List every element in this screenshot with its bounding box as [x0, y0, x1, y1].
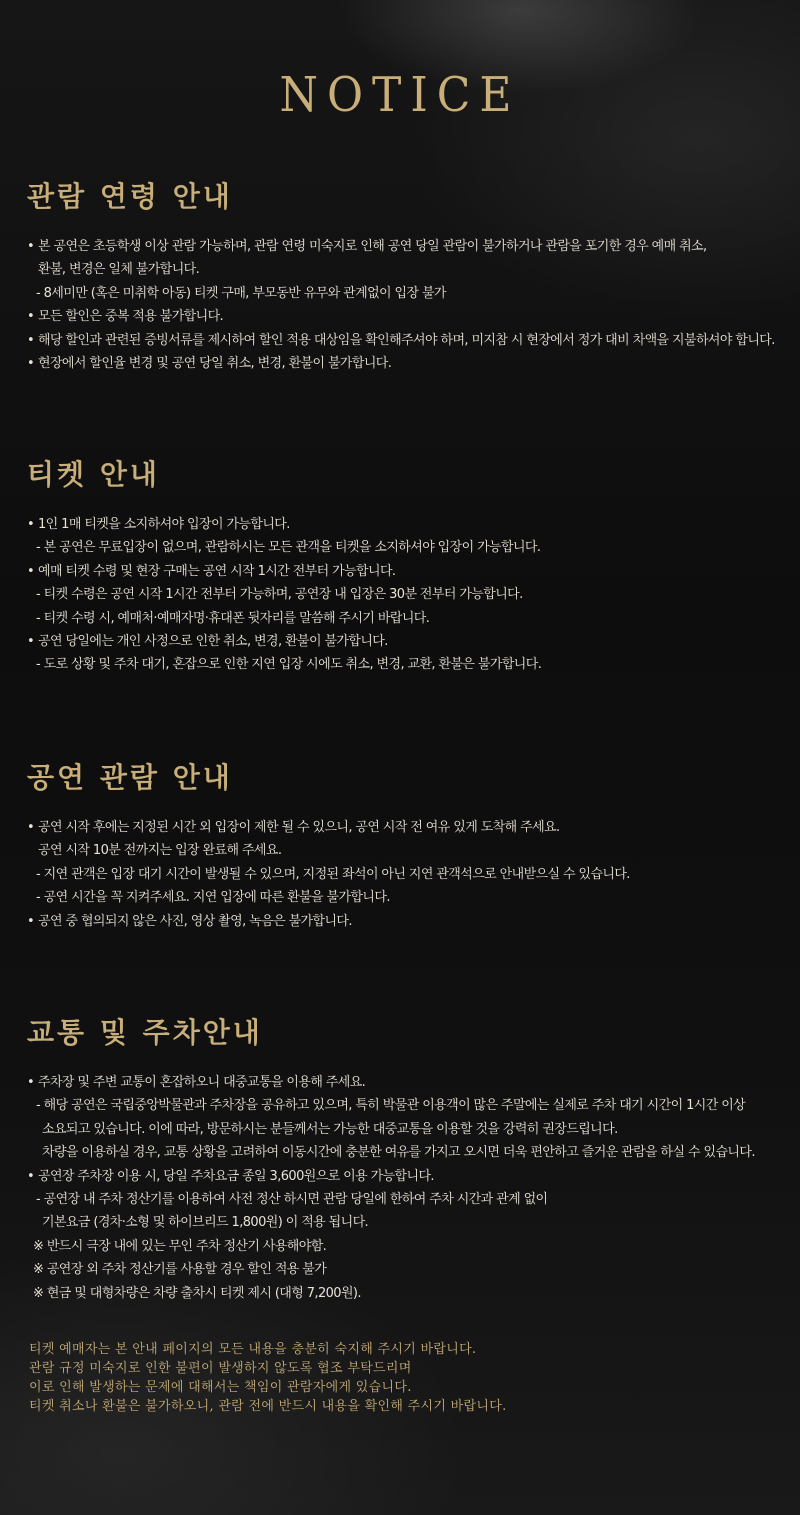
bullet-text: 모든 할인은 중복 적용 불가합니다. [38, 309, 224, 325]
sub-item: - 티켓 수령 시, 예매처·예매자명·휴대폰 뒷자리를 말씀해 주시기 바랍니다. [36, 610, 430, 626]
bullet-item [27, 352, 787, 375]
sub-item: - 공연장 내 주차 정산기를 이용하여 사전 정산 하시면 관람 당일에 한하여 주차 시간과 관계 없이 [36, 1192, 548, 1208]
sub-item: 환불, 변경은 일체 불가합니다. [38, 262, 200, 278]
section-performance-guide [27, 760, 787, 933]
bullet-text: 예매 티켓 수령 및 현장 구매는 공연 시작 1시간 전부터 가능합니다. [38, 563, 396, 579]
sub-item: - 해당 공연은 국립중앙박물관과 주차장을 공유하고 있으며, 특히 박물관 이용객이 많은 주말에는 실제로 주차 대기 시간이 1시간 이상 [36, 1098, 746, 1114]
bullet-item [27, 910, 787, 933]
sub-item: - 도로 상황 및 주차 대기, 혼잡으로 인한 지연 입장 시에도 취소, 변경, 교환, 환불은 불가합니다. [36, 657, 542, 673]
section-title: 관람 연령 안내 [27, 180, 233, 213]
bullet-dot-icon: • [27, 1075, 35, 1090]
bullet-text: 해당 할인과 관련된 증빙서류를 제시하여 할인 적용 대상임을 확인해주셔야 하며, 미지참 시 현장에서 정가 대비 차액을 지불하셔야 합니다. [38, 332, 775, 348]
bullet-dot-icon: • [27, 820, 35, 835]
bullet-dot-icon: • [27, 913, 35, 929]
bullet-text: 공연 중 협의되지 않은 사진, 영상 촬영, 녹음은 불가합니다. [38, 913, 352, 929]
section-title: 티켓 안내 [27, 458, 160, 491]
closing-line: 티켓 예매자는 본 안내 페이지의 모든 내용을 충분히 숙지해 주시기 바랍니다. [29, 1342, 477, 1357]
sub-item: - 티켓 수령은 공연 시작 1시간 전부터 가능하며, 공연장 내 입장은 30분 전부터 가능합니다. [36, 587, 523, 603]
closing-line: 관람 규정 미숙지로 인한 불편이 발생하지 않도록 협조 부탁드리며 [29, 1361, 412, 1376]
section-lines [27, 513, 787, 677]
section-age-guide [27, 179, 787, 375]
sub-item: - 본 공연은 무료입장이 없으며, 관람하시는 모든 관객을 티켓을 소지하셔야 입장이 가능합니다. [36, 540, 541, 556]
sub-item: - 지연 관객은 입장 대기 시간이 발생될 수 있으며, 지정된 좌석이 아닌 지연 관객석으로 안내받으실 수 있습니다. [36, 866, 630, 882]
bullet-dot-icon: • [27, 563, 35, 579]
sub-item: 기본요금 (경차·소형 및 하이브리드 1,800원) 이 적용 됩니다. [42, 1215, 369, 1231]
bullet-dot-icon: • [27, 309, 35, 325]
section-ticket-guide [27, 457, 787, 677]
section-lines [27, 1071, 787, 1305]
sub-item: 차량을 이용하실 경우, 교통 상황을 고려하여 이동시간에 충분한 여유를 가지고 오시면 더욱 편안하고 즐거운 관람을 하실 수 있습니다. [42, 1145, 755, 1161]
bullet-text: 공연 당일에는 개인 사정으로 인한 취소, 변경, 환불이 불가합니다. [38, 634, 388, 650]
bullet-item [27, 235, 787, 258]
section-title: 공연 관람 안내 [27, 761, 233, 794]
bullet-item [27, 1165, 787, 1188]
note-item: ※ 공연장 외 주차 정산기를 사용할 경우 할인 적용 불가 [33, 1262, 327, 1278]
bullet-text: 주차장 및 주변 교통이 혼잡하오니 대중교통을 이용해 주세요. [38, 1075, 366, 1090]
sub-item: 공연 시작 10분 전까지는 입장 완료해 주세요. [38, 843, 282, 859]
bullet-dot-icon: • [27, 332, 35, 348]
sub-item: 소요되고 있습니다. 이에 따라, 방문하시는 분들께서는 가능한 대중교통을 이용할 것을 강력히 권장드립니다. [42, 1121, 618, 1137]
bullet-dot-icon: • [27, 239, 35, 254]
bullet-text: 본 공연은 초등학생 이상 관람 가능하며, 관람 연령 미숙지로 인해 공연 당일 관람이 불가하거나 관람을 포기한 경우 예매 취소, [38, 239, 707, 254]
bullet-item [27, 560, 787, 583]
bullet-item [27, 513, 787, 536]
page-title: NOTICE [279, 67, 521, 124]
closing-line: 이로 인해 발생하는 문제에 대해서는 책임이 관람자에게 있습니다. [29, 1380, 412, 1395]
section-lines [27, 816, 787, 933]
bullet-dot-icon: • [27, 356, 35, 372]
bullet-text: 현장에서 할인율 변경 및 공연 당일 취소, 변경, 환불이 불가합니다. [38, 356, 392, 372]
bullet-text: 공연 시작 후에는 지정된 시간 외 입장이 제한 될 수 있으니, 공연 시작 전 여유 있게 도착해 주세요. [38, 820, 560, 835]
sub-item: - 8세미만 (혹은 미취학 아동) 티켓 구매, 부모동반 유무와 관계없이 입장 불가 [36, 285, 446, 301]
bullet-item [27, 816, 787, 839]
note-item: ※ 반드시 극장 내에 있는 무인 주차 정산기 사용해야함. [33, 1238, 327, 1254]
section-title: 교통 및 주차안내 [27, 1016, 263, 1049]
bullet-dot-icon: • [27, 517, 35, 532]
bullet-item [27, 630, 787, 653]
bullet-text: 공연장 주차장 이용 시, 당일 주차요금 종일 3,600원으로 이용 가능합니다. [38, 1168, 434, 1184]
section-lines [27, 235, 787, 375]
bullet-text: 1인 1매 티켓을 소지하셔야 입장이 가능합니다. [38, 517, 290, 532]
bullet-item [27, 329, 787, 352]
bullet-dot-icon: • [27, 634, 35, 650]
closing-line: 티켓 취소나 환불은 불가하오니, 관람 전에 반드시 내용을 확인해 주시기 바랍니다. [29, 1399, 507, 1414]
bullet-item [27, 305, 787, 328]
bullet-dot-icon: • [27, 1168, 35, 1184]
note-item: ※ 현금 및 대형차량은 차량 출차시 티켓 제시 (대형 7,200원). [33, 1285, 361, 1301]
bullet-item [27, 1071, 787, 1094]
closing-message [29, 1340, 789, 1416]
section-parking-guide [27, 1015, 787, 1305]
sub-item: - 공연 시간을 꼭 지켜주세요. 지연 입장에 따른 환불을 불가합니다. [36, 890, 390, 906]
